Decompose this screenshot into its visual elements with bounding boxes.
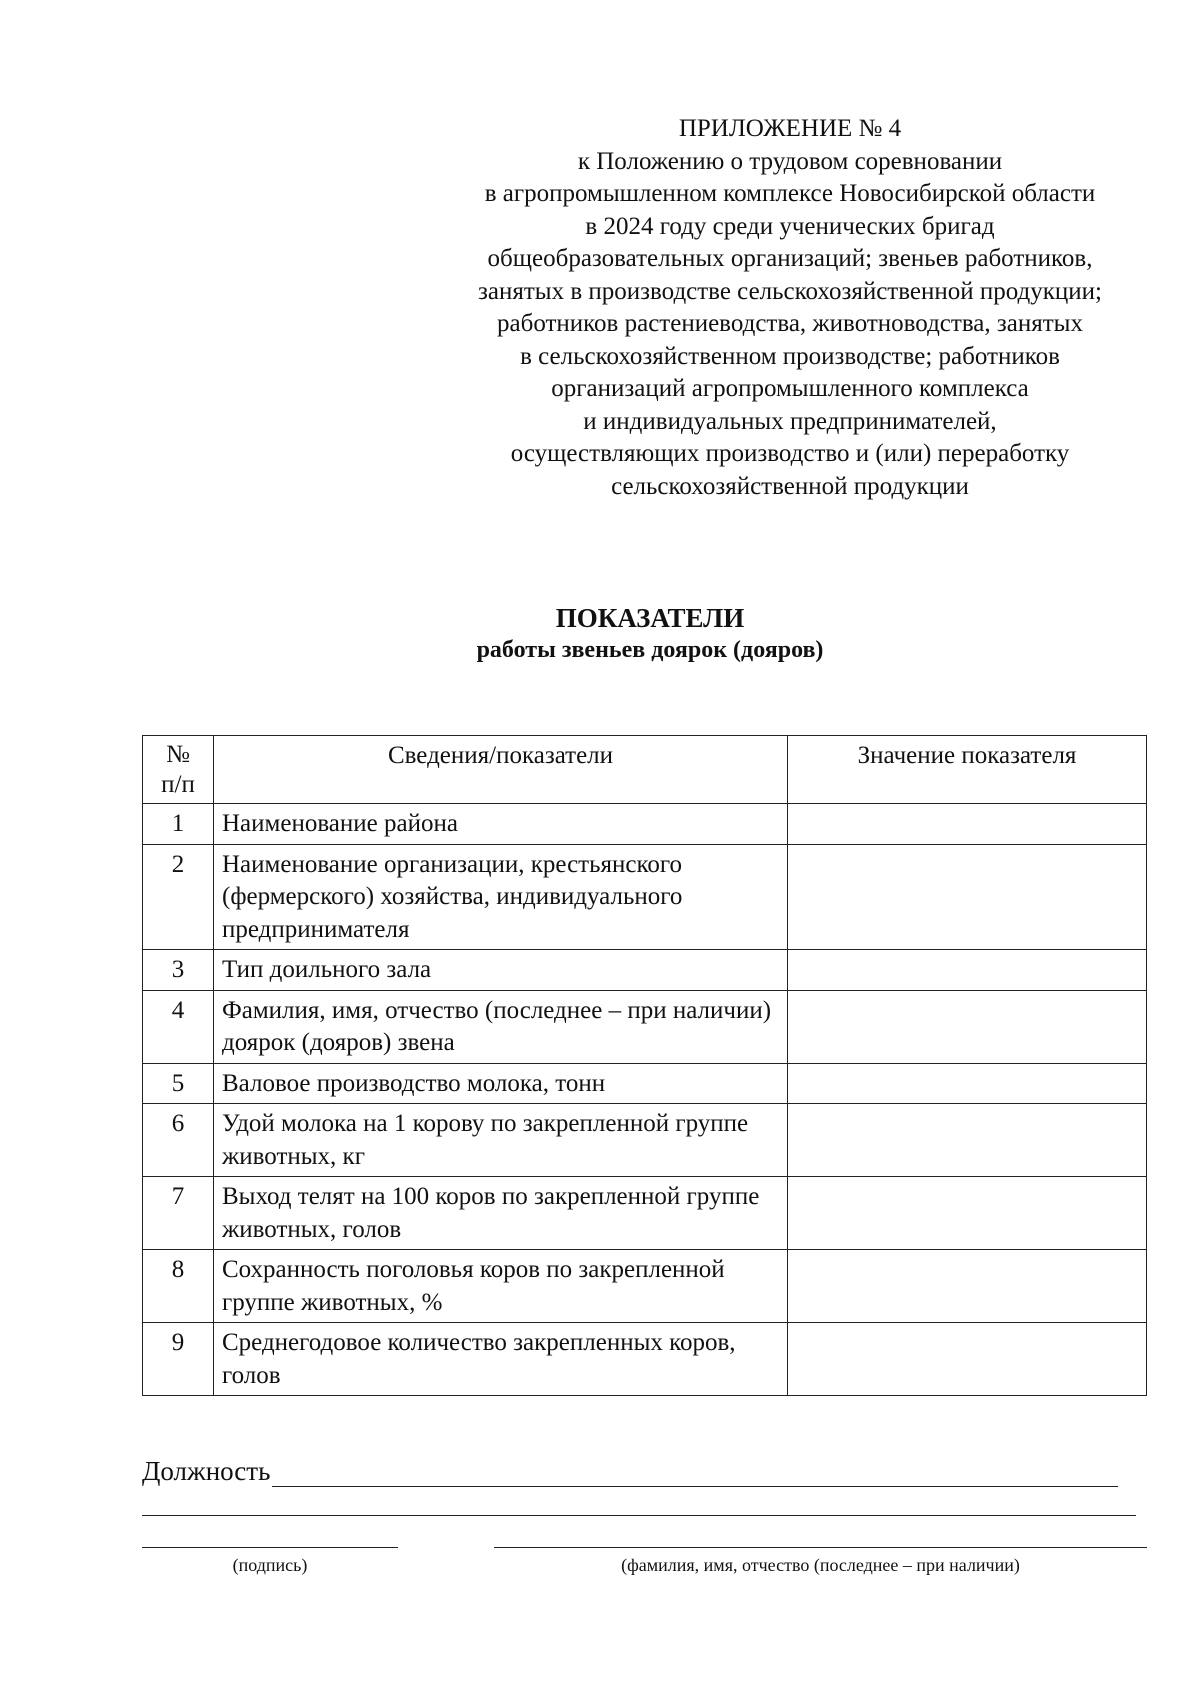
row-label: Удой молока на 1 корову по закрепленной группе животных, кг — [214, 1104, 788, 1177]
row-number: 4 — [143, 990, 214, 1063]
appendix-line: работников растениеводства, животноводства, занятых — [497, 310, 1083, 337]
row-value-cell[interactable] — [788, 950, 1147, 991]
appendix-line: занятых в производстве сельскохозяйственной продукции; — [478, 277, 1102, 305]
header-info: Сведения/показатели — [214, 736, 788, 804]
table-header-row — [143, 736, 1147, 804]
appendix-line: общеобразовательных организаций; звеньев работников, — [487, 245, 1093, 272]
full-name-caption: (фамилия, имя, отчество (последнее – при наличии) — [621, 1555, 1020, 1575]
appendix-header — [420, 113, 1160, 503]
row-label: Сохранность поголовья коров по закрепленной группе животных, % — [214, 1250, 788, 1323]
table-row — [143, 1250, 1147, 1323]
row-number: 5 — [143, 1063, 214, 1104]
signature-line[interactable] — [142, 1547, 398, 1548]
document-title: ПОКАЗАТЕЛИ — [555, 603, 745, 633]
position-field — [142, 1455, 1118, 1487]
row-value-cell[interactable] — [788, 1250, 1147, 1323]
row-value-cell[interactable] — [788, 1323, 1147, 1396]
position-label: Должность — [142, 1456, 271, 1486]
row-label: Фамилия, имя, отчество (последнее – при наличии) доярок (дояров) звена — [214, 990, 788, 1063]
row-value-cell[interactable] — [788, 844, 1147, 950]
appendix-line: осуществляющих производство и (или) переработку — [510, 440, 1070, 467]
row-value-cell[interactable] — [788, 1177, 1147, 1250]
table-row — [143, 844, 1147, 950]
appendix-line: ПРИЛОЖЕНИЕ № 4 — [678, 115, 902, 142]
header-number-symbol: № — [166, 741, 190, 768]
row-value-cell[interactable] — [788, 1063, 1147, 1104]
position-input-line[interactable] — [272, 1464, 1118, 1487]
document-subtitle: работы звеньев доярок (дояров) — [476, 637, 824, 663]
header-number — [143, 736, 214, 804]
row-label: Наименование организации, крестьянского (фермерского) хозяйства, индивидуального предпринимателя — [214, 844, 788, 950]
header-value: Значение показателя — [788, 736, 1147, 804]
row-number: 8 — [143, 1250, 214, 1323]
table-row — [143, 1063, 1147, 1104]
appendix-line: в 2024 году среди ученических бригад — [585, 212, 995, 240]
signature-caption: (подпись) — [232, 1555, 308, 1575]
document-heading — [0, 602, 1200, 666]
row-value-cell[interactable] — [788, 990, 1147, 1063]
appendix-line: в сельскохозяйственном производстве; работников — [520, 342, 1060, 370]
row-value-cell[interactable] — [788, 1104, 1147, 1177]
row-number: 1 — [143, 804, 214, 845]
appendix-line: к Положению о трудовом соревновании — [577, 147, 1003, 175]
row-number: 7 — [143, 1177, 214, 1250]
row-label: Среднегодовое количество закрепленных коров, голов — [214, 1323, 788, 1396]
row-value-cell[interactable] — [788, 804, 1147, 845]
table-row — [143, 950, 1147, 991]
row-number: 3 — [143, 950, 214, 991]
appendix-line: в агропромышленном комплексе Новосибирской области — [484, 180, 1096, 207]
header-number-abbr: п/п — [161, 771, 195, 798]
row-label: Тип доильного зала — [214, 950, 788, 991]
appendix-line: и индивидуальных предпринимателей, — [583, 407, 997, 435]
table-row — [143, 1104, 1147, 1177]
position-continuation-line[interactable] — [142, 1515, 1136, 1516]
table-row — [143, 1323, 1147, 1396]
row-label: Валовое производство молока, тонн — [214, 1063, 788, 1104]
indicators-table — [142, 735, 1147, 1396]
appendix-line: сельскохозяйственной продукции — [611, 472, 969, 500]
row-number: 9 — [143, 1323, 214, 1396]
row-label: Выход телят на 100 коров по закрепленной группе животных, голов — [214, 1177, 788, 1250]
row-number: 2 — [143, 844, 214, 950]
appendix-line: организаций агропромышленного комплекса — [551, 375, 1029, 402]
row-number: 6 — [143, 1104, 214, 1177]
full-name-line[interactable] — [494, 1547, 1147, 1548]
table-row — [143, 990, 1147, 1063]
row-label: Наименование района — [214, 804, 788, 845]
table-row — [143, 804, 1147, 845]
table-row — [143, 1177, 1147, 1250]
